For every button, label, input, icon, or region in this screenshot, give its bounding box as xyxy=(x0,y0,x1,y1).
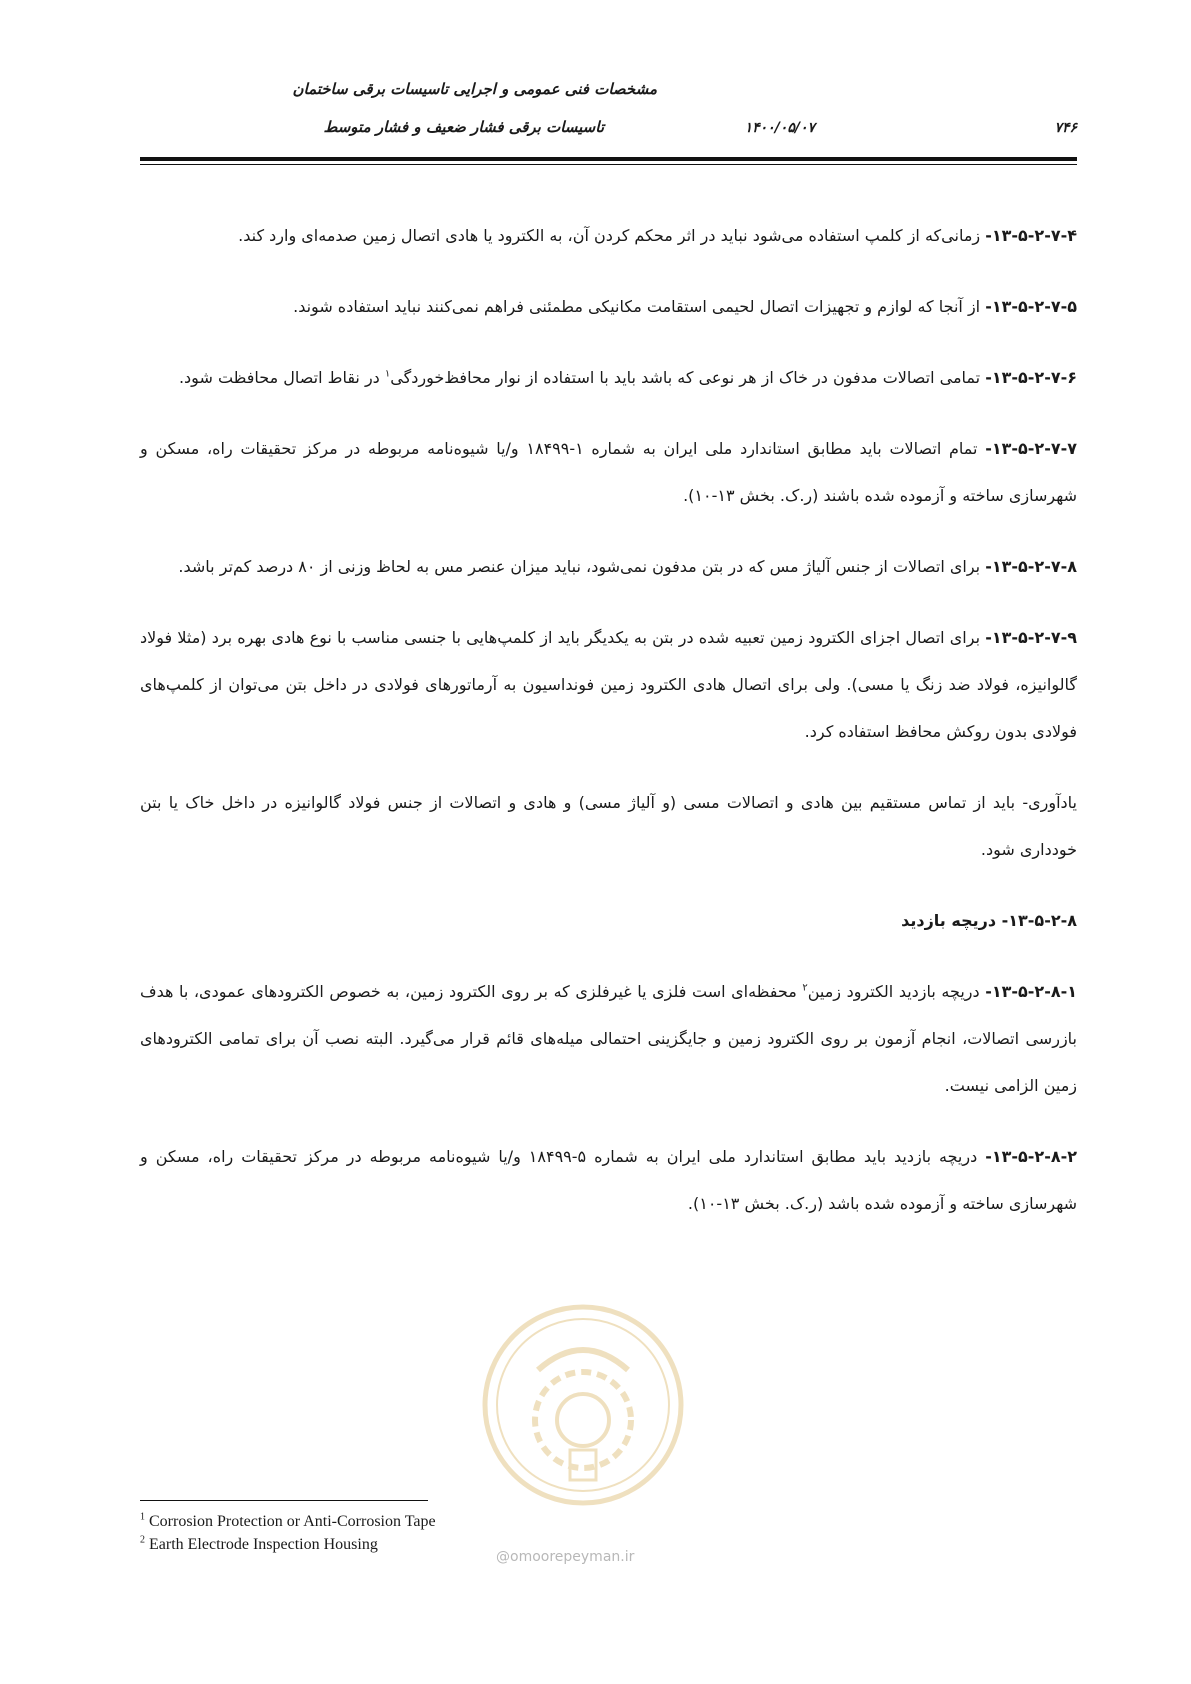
clause-number: ۱۳-۵-۲-۷-۶- xyxy=(985,368,1077,387)
watermark-text: @omoorepeyman.ir xyxy=(496,1549,635,1565)
footnote-item xyxy=(140,1510,436,1533)
clause-paragraph xyxy=(140,1133,1077,1227)
clause-paragraph xyxy=(140,283,1077,330)
clause-text: در نقاط اتصال محافظت شود. xyxy=(178,368,385,387)
footnote-text: Corrosion Protection or Anti-Corrosion Tape xyxy=(145,1513,436,1530)
footnote-rule xyxy=(140,1500,428,1501)
clause-number: ۱۳-۵-۲-۷-۴- xyxy=(985,226,1077,245)
header-title-main: مشخصات فنی عمومی و اجرایی تاسیسات برقی ساختمان xyxy=(292,80,657,98)
watermark-logo-icon xyxy=(478,1300,688,1510)
clause-paragraph xyxy=(140,212,1077,259)
clause-number: ۱۳-۵-۲-۸-۱- xyxy=(985,982,1077,1001)
footnote-mark: 2 xyxy=(140,1534,145,1546)
clause-paragraph xyxy=(140,614,1077,755)
clause-text: تمام اتصالات باید مطابق استاندارد ملی ایران به شماره ۱-۱۸۴۹۹ و/یا شیوه‌نامه مربوطه در مرکز تحقیقات راه، مسکن و شهرسازی ساخته و آزموده شده باشند (ر.ک. بخش ۱۳-۱۰). xyxy=(140,439,1077,505)
footnote-item xyxy=(140,1533,436,1556)
footnote-ref: ۲ xyxy=(802,982,808,994)
clause-text: برای اتصالات از جنس آلیاژ مس که در بتن مدفون نمی‌شود، نباید میزان عنصر مس به لحاظ وزنی از ۸۰ درصد کم‌تر باشد. xyxy=(178,557,986,576)
clause-paragraph xyxy=(140,354,1077,401)
clause-text: محفظه‌ای است فلزی یا غیرفلزی که بر روی الکترود زمین، به خصوص الکترودهای عمودی، با هدف بازرسی اتصالات، انجام آزمون بر روی الکترود زمین و جایگزینی احتمالی میله‌های قائم قرار می‌گیرد. البته نصب آن برای تمامی الکترودهای زمین الزامی نیست. xyxy=(140,982,1077,1095)
footnote-ref: ۱ xyxy=(384,368,391,380)
clause-number: ۱۳-۵-۲-۷-۵- xyxy=(985,297,1077,316)
clause-number: ۱۳-۵-۲-۷-۷- xyxy=(985,439,1077,458)
clause-paragraph xyxy=(140,968,1077,1109)
header-rule-thick xyxy=(140,157,1077,161)
clause-paragraph xyxy=(140,543,1077,590)
clause-paragraph xyxy=(140,425,1077,519)
page-number: ۷۴۶ xyxy=(1054,120,1077,136)
clause-number: ۱۳-۵-۲-۷-۹- xyxy=(985,628,1077,647)
clause-text: دریچه بازدید باید مطابق استاندارد ملی ایران به شماره ۵-۱۸۴۹۹ و/یا شیوه‌نامه مربوطه در مرکز تحقیقات راه، مسکن و شهرسازی ساخته و آزموده شده باشد (ر.ک. بخش ۱۳-۱۰). xyxy=(140,1147,1077,1213)
clause-text: تمامی اتصالات مدفون در خاک از هر نوعی که باشد باید با استفاده از نوار محافظ‌خوردگی xyxy=(390,368,986,387)
section-heading: ۱۳-۵-۲-۸- دریچه بازدید xyxy=(901,911,1077,930)
clause-number: ۱۳-۵-۲-۷-۸- xyxy=(985,557,1077,576)
clause-number: ۱۳-۵-۲-۸-۲- xyxy=(985,1147,1077,1166)
footnotes xyxy=(140,1510,436,1556)
header-title-sub: تاسیسات برقی فشار ضعیف و فشار متوسط xyxy=(323,118,604,136)
clause-text: برای اتصال اجزای الکترود زمین تعبیه شده در بتن به یکدیگر باید از کلمپ‌هایی با جنسی مناسب با نوع هادی بهره برد (مثلا فولاد گالوانیزه، فولاد ضد زنگ یا مسی). ولی برای اتصال هادی الکترود زمین فونداسیون به آرماتورهای فولادی در داخل بتن می‌توان از کلمپ‌های فولادی بدون روکش محافظ استفاده کرد. xyxy=(140,628,1077,741)
header-date: ۱۴۰۰/۰۵/۰۷ xyxy=(744,120,815,136)
clause-text: دریچه بازدید الکترود زمین xyxy=(807,982,986,1001)
footnote-text: Earth Electrode Inspection Housing xyxy=(145,1536,378,1553)
note-paragraph xyxy=(140,779,1077,873)
body-text xyxy=(140,212,1077,1251)
clause-text: از آنجا که لوازم و تجهیزات اتصال لحیمی استقامت مکانیکی مطمئنی فراهم نمی‌کنند نباید استفاده شوند. xyxy=(293,297,986,316)
note-text: یادآوری- باید از تماس مستقیم بین هادی و اتصالات مسی (و آلیاژ مسی) و هادی و اتصالات از جنس فولاد گالوانیزه در داخل خاک یا بتن خودداری شود. xyxy=(140,793,1077,859)
clause-text: زمانی‌که از کلمپ استفاده می‌شود نباید در اثر محکم کردن آن، به الکترود یا هادی اتصال زمین صدمه‌ای وارد کند. xyxy=(238,226,986,245)
header-rule-thin xyxy=(140,164,1077,165)
footnote-mark: 1 xyxy=(140,1511,145,1523)
